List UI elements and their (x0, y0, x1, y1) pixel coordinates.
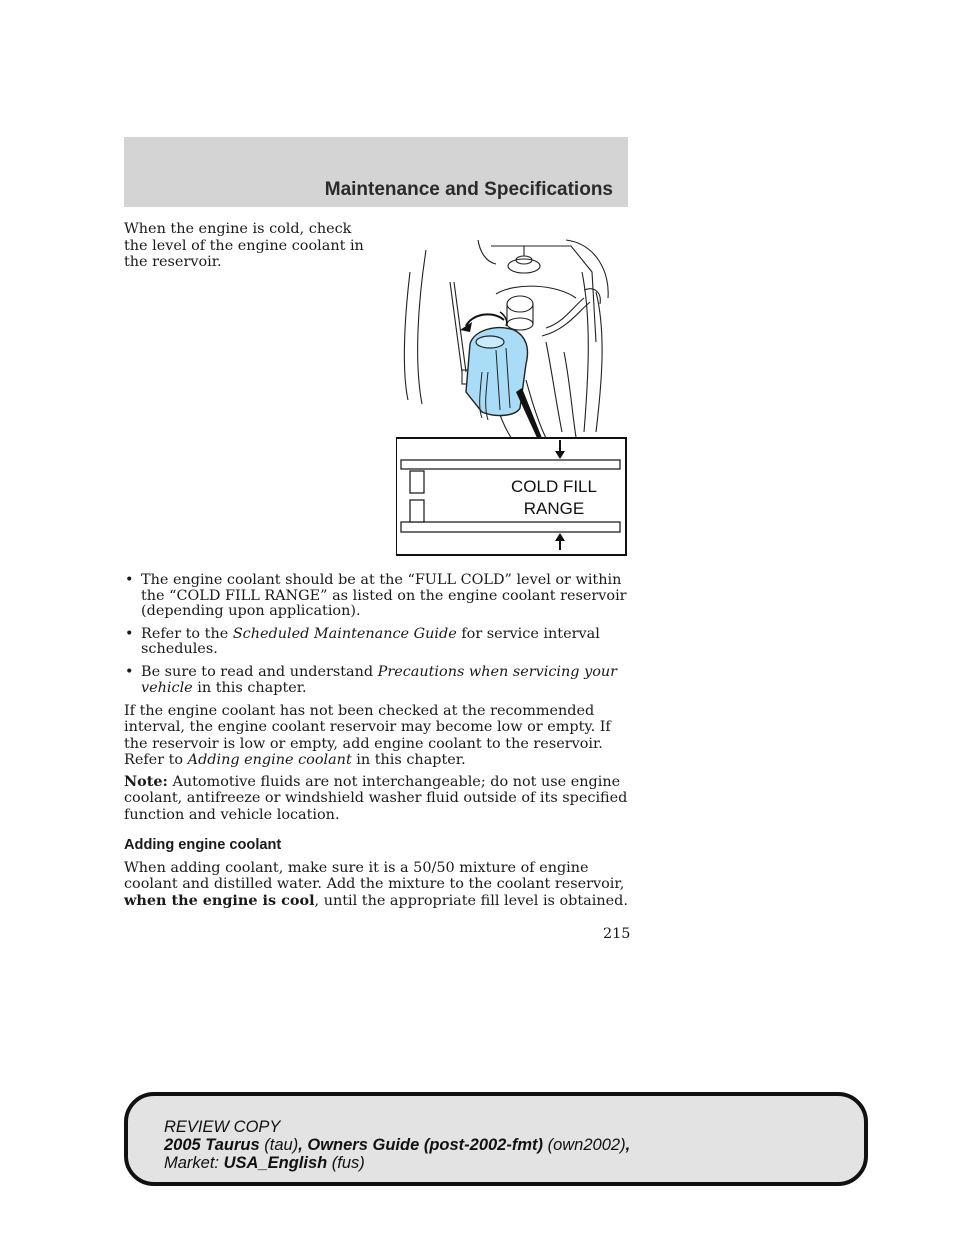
bullet-mark: • (125, 572, 134, 588)
adding-paragraph: When adding coolant, make sure it is a 50/50 mixture of engine coolant and distilled water. Add the mixture to the coolant reservoir, when the engine is cool, until the appropriate fill level is obtained. (124, 860, 628, 909)
adding-coolant-heading: Adding engine coolant (124, 837, 282, 853)
list-item: • Refer to the Scheduled Maintenance Guide for service interval schedules. (125, 625, 600, 658)
market-identifier: Market: USA_English (fus) (164, 1154, 365, 1172)
cool-engine-emphasis: when the engine is cool (124, 891, 315, 909)
bullet-mark: • (125, 663, 134, 680)
list-item: • The engine coolant should be at the “FULL COLD” level or within the “COLD FILL RANGE” as listed on the engine coolant reservoir (depending upon application). (125, 572, 627, 620)
range-label: RANGE (523, 499, 585, 518)
cold-fill-label-panel (396, 438, 626, 555)
note-label: Note: (124, 773, 168, 790)
review-copy-label: REVIEW COPY (164, 1118, 281, 1136)
list-item: • Be sure to read and understand Precautions when servicing your vehicle in this chapter. (125, 663, 618, 696)
document-identifier: 2005 Taurus (tau), Owners Guide (post-2002-fmt) (own2002), (164, 1136, 631, 1154)
interval-paragraph: If the engine coolant has not been checked at the recommended interval, the engine coolant reservoir may become low or empty. If the reservoir is low or empty, add engine coolant to the reservoir. Refer to Adding engine coolant in this chapter. (124, 703, 611, 768)
review-copy-box (124, 1092, 868, 1186)
bullet-mark: • (125, 625, 134, 642)
coolant-check-list (124, 573, 629, 703)
intro-paragraph: When the engine is cold, check the level of the engine coolant in the reservoir. (124, 221, 364, 271)
guide-reference: Scheduled Maintenance Guide (232, 625, 457, 642)
note-paragraph: Note: Automotive fluids are not interchangeable; do not use engine coolant, antifreeze or windshield washer fluid outside of its specified function and vehicle location. (124, 773, 628, 823)
section-title: Maintenance and Specifications (324, 179, 613, 200)
page-number: 215 (603, 926, 631, 942)
section-header-band (124, 137, 628, 207)
coolant-reservoir-illustration (396, 232, 628, 558)
adding-coolant-reference: Adding engine coolant (187, 751, 352, 768)
precautions-reference: Precautions when servicing your vehicle (141, 663, 618, 696)
cold-fill-label: COLD FILL (511, 477, 597, 496)
